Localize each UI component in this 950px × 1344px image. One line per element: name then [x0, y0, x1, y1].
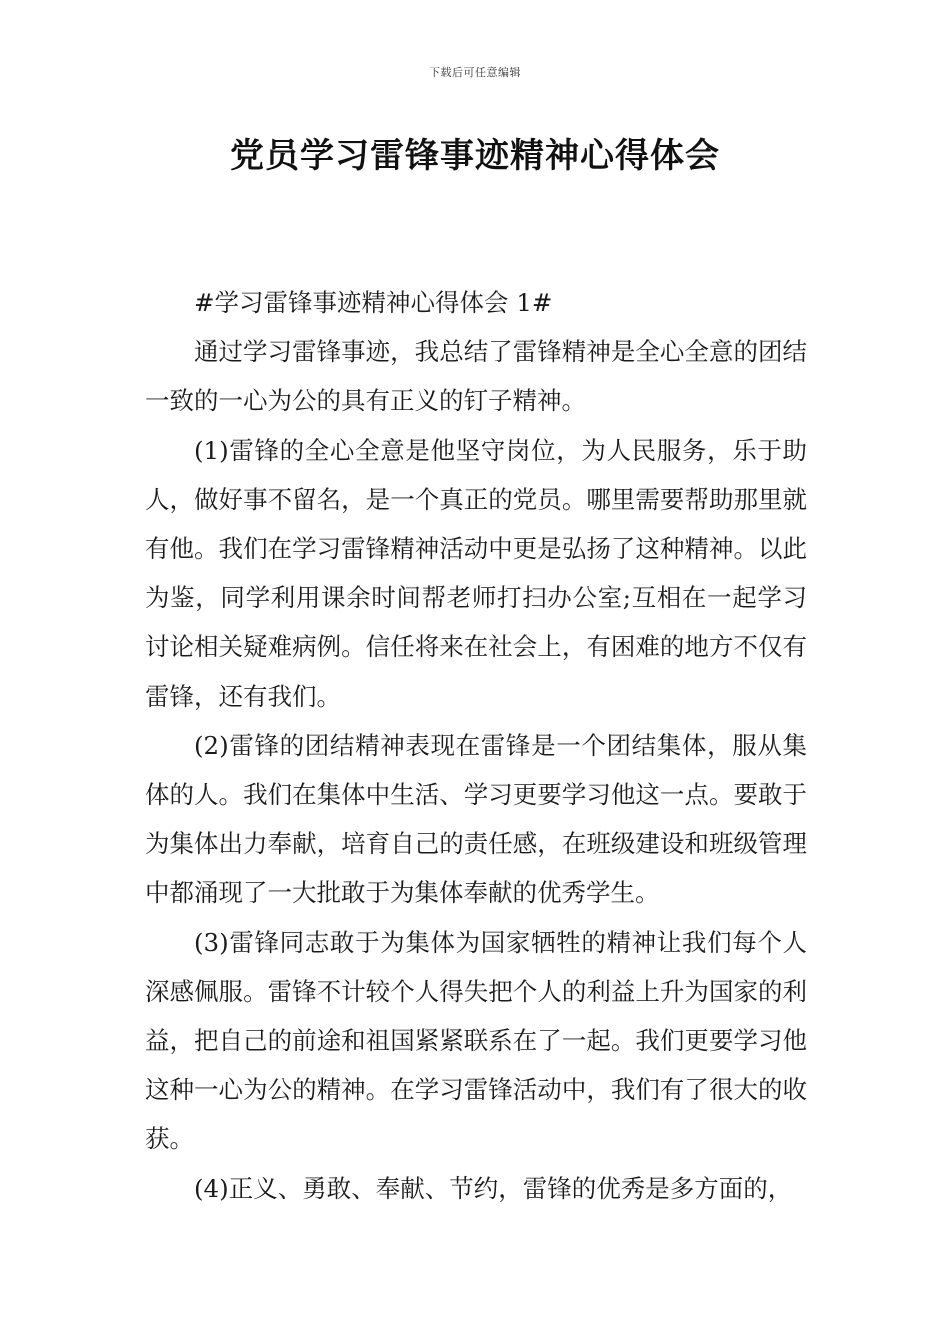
- paragraph-point-1: (1)雷锋的全心全意是他坚守岗位，为人民服务，乐于助人，做好事不留名，是一个真正的党员。哪里需要帮助那里就有他。我们在学习雷锋精神活动中更是弘扬了这种精神。以此为鉴，同学利用课余时间帮老师打扫办公室;互相在一起学习讨论相关疑难病例。信任将来在社会上，有困难的地方不仅有雷锋，还有我们。: [145, 435, 807, 711]
- paragraph-intro: 通过学习雷锋事迹，我总结了雷锋精神是全心全意的团结一致的一心为公的具有正义的钉子精神。: [145, 337, 807, 416]
- paragraph-point-3: (3)雷锋同志敢于为集体为国家牺牲的精神让我们每个人深感佩服。雷锋不计较个人得失把个人的利益上升为国家的利益，把自己的前途和祖国紧紧联系在了一起。我们更要学习他这种一心为公的精神。在学习雷锋活动中，我们有了很大的收获。: [145, 927, 807, 1154]
- paragraph-point-2: (2)雷锋的团结精神表现在雷锋是一个团结集体，服从集体的人。我们在集体中生活、学习更要学习他这一点。要敢于为集体出力奉献，培育自己的责任感，在班级建设和班级管理中都涌现了一大批敢于为集体奉献的优秀学生。: [145, 730, 807, 908]
- paragraph-point-4: (4)正义、勇敢、奉献、节约，雷锋的优秀是多方面的，: [194, 1173, 793, 1203]
- header-note: 下载后可任意编辑: [429, 66, 521, 79]
- section-heading: #学习雷锋事迹精神心得体会 1#: [194, 288, 553, 317]
- page-title: 党员学习雷锋事迹精神心得体会: [230, 136, 720, 176]
- document-body: [145, 278, 807, 1213]
